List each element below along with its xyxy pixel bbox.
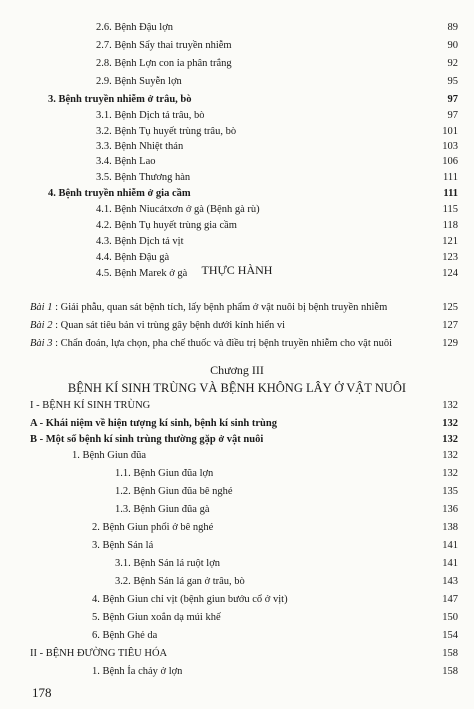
- practice-lead: Bài 1: [30, 302, 53, 313]
- toc-entry-label: 4.3. Bệnh Dịch tả vịt: [96, 236, 184, 247]
- toc-entry-page: 135: [442, 486, 458, 497]
- toc-entry-label: 3.2. Bệnh Tụ huyết trùng trâu, bò: [96, 126, 237, 137]
- toc-entry-page: 150: [442, 612, 458, 623]
- toc-entry-label: II - BỆNH ĐƯỜNG TIÊU HÓA: [30, 648, 168, 659]
- toc-entry-page: 97: [447, 110, 458, 121]
- toc-entry-label: [30, 300, 387, 316]
- toc-entry: [0, 466, 474, 482]
- toc-entry-page: 121: [442, 236, 458, 247]
- toc-entry-page: 141: [442, 558, 458, 569]
- chapter-title: BỆNH KÍ SINH TRÙNG VÀ BỆNH KHÔNG LÂY Ở VẬT NUÔI: [67, 381, 407, 395]
- toc-entry-page: 127: [442, 320, 458, 331]
- toc-entry-page: 132: [442, 468, 458, 479]
- toc-entry-label: 2. Bệnh Giun phổi ở bê nghé: [92, 522, 214, 533]
- practice-text: : Giải phẫu, quan sát bệnh tích, lấy bệnh phẩm ở vật nuôi bị bệnh truyền nhiễm: [52, 302, 388, 313]
- toc-entry: [0, 664, 474, 680]
- toc-entry: [0, 38, 474, 54]
- toc-entry-page: 125: [442, 302, 458, 313]
- toc-entry: [0, 556, 474, 572]
- toc-entry-page: 101: [442, 126, 458, 137]
- toc-entry: [0, 610, 474, 626]
- toc-entry-label: 1. Bệnh Ỉa chảy ở lợn: [92, 666, 183, 677]
- chapter-label: Chương III: [210, 363, 264, 377]
- toc-entry: [0, 502, 474, 518]
- toc-entry-label: 4.1. Bệnh Niucátxơn ở gà (Bệnh gà rù): [96, 204, 260, 215]
- toc-entry-label: 3.4. Bệnh Lao: [96, 156, 156, 167]
- toc-entry-label: 4. Bệnh truyền nhiễm ở gia cầm: [48, 188, 191, 199]
- toc-entry-page: 97: [447, 94, 458, 105]
- toc-entry-page: 141: [442, 540, 458, 551]
- toc-entry: [0, 202, 474, 218]
- toc-entry-label: 1.2. Bệnh Giun đũa bê nghé: [115, 486, 233, 497]
- toc-entry-page: 138: [442, 522, 458, 533]
- toc-entry: [0, 484, 474, 500]
- toc-entry: [0, 432, 474, 448]
- toc-entry-label: 2.9. Bệnh Suyễn lợn: [96, 76, 182, 87]
- toc-entry-label: I - BỆNH KÍ SINH TRÙNG: [30, 400, 151, 411]
- toc-entry: [0, 592, 474, 608]
- toc-entry-label: 4.2. Bệnh Tụ huyết trùng gia cầm: [96, 220, 237, 231]
- toc-entry-label: 3.1. Bệnh Dịch tả trâu, bò: [96, 110, 205, 121]
- toc-entry-page: 143: [442, 576, 458, 587]
- toc-entry-page: 136: [442, 504, 458, 515]
- toc-entry-label: 2.8. Bệnh Lợn con ỉa phân trắng: [96, 58, 232, 69]
- toc-entry-page: 158: [442, 666, 458, 677]
- toc-entry-label: 2.6. Bệnh Đậu lợn: [96, 22, 174, 33]
- practice-heading: THỰC HÀNH: [201, 263, 273, 277]
- toc-entry: [0, 574, 474, 590]
- toc-entry: [0, 154, 474, 170]
- toc-entry-label: [30, 336, 392, 352]
- toc-entry-label: 5. Bệnh Giun xoắn dạ múi khế: [92, 612, 221, 623]
- toc-entry-label: 3.5. Bệnh Thương hàn: [96, 172, 191, 183]
- toc-entry: [0, 336, 474, 352]
- toc-entry-label: 2.7. Bệnh Sẩy thai truyền nhiễm: [96, 40, 232, 51]
- toc-entry-page: 132: [442, 450, 458, 461]
- toc-entry-label: 4. Bệnh Giun chỉ vịt (bệnh giun bướu cổ ở vịt): [92, 594, 288, 605]
- toc-entry: [0, 186, 474, 202]
- toc-entry-label: 4.4. Bệnh Đậu gà: [96, 252, 170, 263]
- toc-entry-page: 95: [447, 76, 458, 87]
- toc-entry-page: 129: [442, 338, 458, 349]
- toc-entry-page: 154: [442, 630, 458, 641]
- practice-lead: Bài 3: [30, 338, 53, 349]
- practice-lead: Bài 2: [30, 320, 53, 331]
- toc-entry-label: 1.1. Bệnh Giun đũa lợn: [115, 468, 214, 479]
- toc-entry-label: 4.5. Bệnh Marek ở gà: [96, 268, 188, 279]
- toc-entry-page: 118: [442, 220, 458, 231]
- toc-entry: [0, 108, 474, 124]
- toc-entry-page: 124: [442, 268, 458, 279]
- toc-entry-label: B - Một số bệnh kí sinh trùng thường gặp ở vật nuôi: [30, 434, 264, 445]
- toc-entry: [0, 92, 474, 108]
- toc-entry-page: 132: [442, 434, 458, 445]
- toc-entry: [0, 416, 474, 432]
- toc-entry: [0, 139, 474, 155]
- toc-entry-label: 6. Bệnh Ghẻ da: [92, 630, 158, 641]
- toc-entry-page: 123: [442, 252, 458, 263]
- toc-entry-label: 3.2. Bệnh Sán lá gan ở trâu, bò: [115, 576, 245, 587]
- toc-entry-label: 3. Bệnh Sán lá: [92, 540, 154, 551]
- toc-entry-page: 115: [442, 204, 458, 215]
- practice-text: : Chẩn đoán, lựa chọn, pha chế thuốc và điều trị bệnh truyền nhiễm cho vật nuôi: [52, 338, 393, 349]
- toc-entry: [0, 234, 474, 250]
- toc-entry: [0, 538, 474, 554]
- toc-entry-page: 147: [442, 594, 458, 605]
- toc-entry: [0, 318, 474, 334]
- toc-entry-page: 111: [443, 172, 458, 183]
- toc-entry-label: 1.3. Bệnh Giun đũa gà: [115, 504, 210, 515]
- toc-entry: [0, 398, 474, 414]
- practice-text: : Quan sát tiêu bản vi trùng gây bệnh dưới kính hiển vi: [52, 320, 286, 331]
- toc-entry: [0, 520, 474, 536]
- toc-entry-page: 111: [443, 188, 458, 199]
- toc-entry: [0, 56, 474, 72]
- toc-entry-label: 1. Bệnh Giun đũa: [72, 450, 147, 461]
- toc-entry: [0, 300, 474, 316]
- toc-entry: [0, 646, 474, 662]
- toc-entry-label: 3.1. Bệnh Sán lá ruột lợn: [115, 558, 220, 569]
- toc-entry-page: 90: [447, 40, 458, 51]
- toc-entry-page: 158: [442, 648, 458, 659]
- toc-entry: [0, 20, 474, 36]
- toc-entry: [0, 170, 474, 186]
- toc-entry-page: 92: [447, 58, 458, 69]
- toc-entry-page: 89: [447, 22, 458, 33]
- toc-entry-label: 3.3. Bệnh Nhiệt thán: [96, 141, 184, 152]
- toc-entry: [0, 74, 474, 90]
- toc-entry: [0, 124, 474, 140]
- page-number: 178: [32, 685, 52, 700]
- toc-entry-page: 103: [442, 141, 458, 152]
- toc-entry: [0, 448, 474, 464]
- toc-entry-label: 3. Bệnh truyền nhiễm ở trâu, bò: [48, 94, 192, 105]
- toc-entry: [0, 218, 474, 234]
- toc-entry-page: 132: [442, 400, 458, 411]
- toc-entry-label: A - Khái niệm về hiện tượng kí sinh, bệnh kí sinh trùng: [30, 418, 277, 429]
- toc-entry-page: 132: [442, 418, 458, 429]
- toc-entry-page: 106: [442, 156, 458, 167]
- toc-entry: [0, 628, 474, 644]
- toc-entry-label: [30, 318, 285, 334]
